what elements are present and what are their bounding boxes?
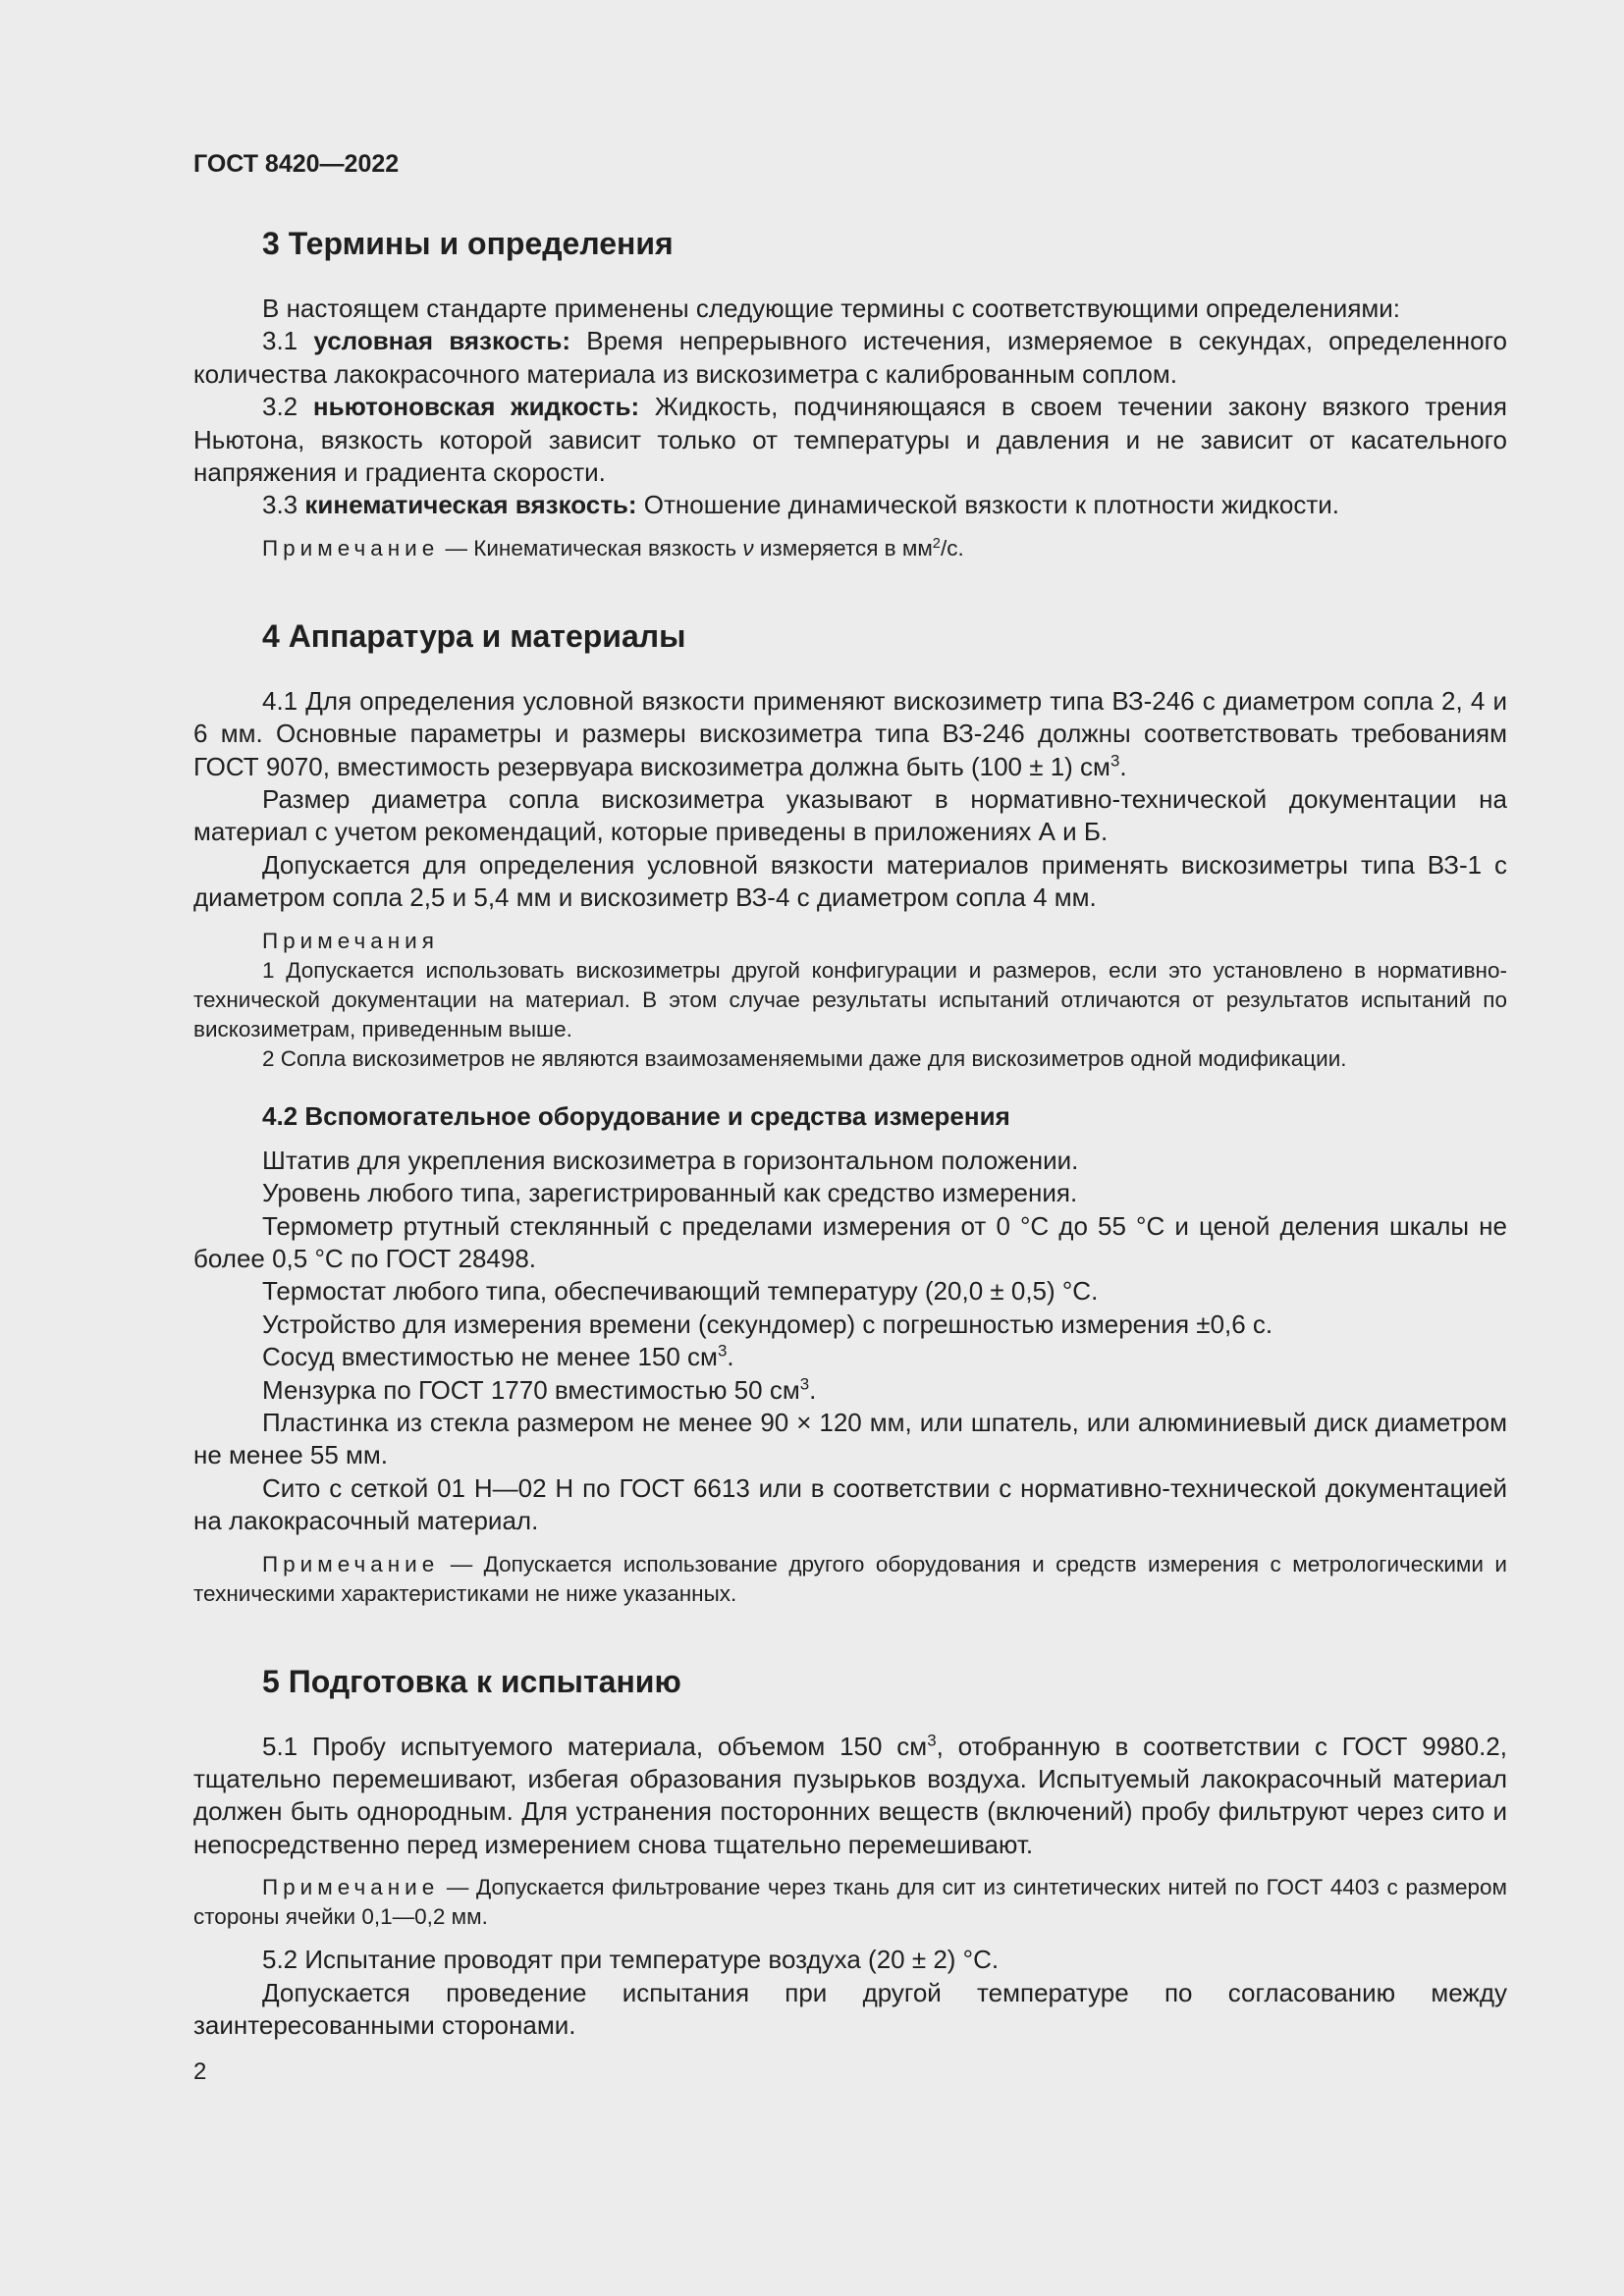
note-text: — Допускается фильтрование через ткань для сит из синтетических нитей по ГОСТ 4403 с размером стороны ячейки 0,1—0,2 мм. xyxy=(193,1875,1507,1930)
term-3-1-term: условная вязкость: xyxy=(313,326,571,356)
para-5-2: 5.2 Испытание проводят при температуре воздуха (20 ± 2) °С. xyxy=(262,1945,1000,1975)
term-3-3 xyxy=(193,489,1507,521)
note-label: Примечание xyxy=(262,535,440,561)
section-3-note xyxy=(193,534,1507,563)
equip-item-8: Пластинка из стекла размером не менее 90 × 120 мм, или шпатель, или алюминиевый диск диаметром не менее 55 мм. xyxy=(193,1407,1507,1470)
section-3-intro: В настоящем стандарте применены следующие термины с соответствующими определениями: xyxy=(262,294,1401,323)
equip-item-3: Термометр ртутный стеклянный с пределами измерения от 0 °С до 55 °С и ценой деления шкалы не более 0,5 °С по ГОСТ 28498. xyxy=(193,1210,1507,1273)
document-id-header: ГОСТ 8420—2022 xyxy=(193,150,400,178)
equip-item-6-text: Сосуд вместимостью не менее 150 см xyxy=(262,1342,718,1372)
term-3-1-def: Время непрерывного истечения, измеряемое в секундах, определенного количества лакокрасочного материала из вискозиметра с калиброванным соплом. xyxy=(193,326,1507,389)
para-5-1-text: , отобранную в соответствии с ГОСТ 9980.2, тщательно перемешивают, избегая образования пузырьков воздуха. Испытуемый лакокрасочный материал должен быть однородным. Для устранения посторонних веществ (включений) пробу фильтруют через сито и непосредственно перед измерением снова тщательно перемешивают. xyxy=(193,1731,1507,1859)
para-4-1 xyxy=(193,685,1507,783)
note-label: Примечание xyxy=(262,1875,440,1900)
superscript: 3 xyxy=(717,1341,728,1361)
page-content xyxy=(193,147,1507,2087)
term-3-1 xyxy=(193,325,1507,391)
section-5-title: 5 Подготовка к испытанию xyxy=(262,1663,681,1699)
para-5-2-b: Допускается проведение испытания при другой температуре по согласованию между заинтересованными сторонами. xyxy=(193,1977,1507,2040)
term-3-2-term: ньютоновская жидкость: xyxy=(312,392,640,422)
term-3-3-term: кинематическая вязкость: xyxy=(304,490,637,520)
equip-item-5: Устройство для измерения времени (секундомер) с погрешностью измерения ±0,6 с. xyxy=(262,1308,1273,1339)
section-3-title: 3 Термины и определения xyxy=(262,226,674,261)
term-3-2 xyxy=(193,391,1507,489)
term-3-1-num: 3.1 xyxy=(262,326,314,356)
note-text: измеряется в мм xyxy=(753,535,933,561)
note-text: /с. xyxy=(940,535,964,561)
para-4-1-c: Допускается для определения условной вязкости материалов применять вискозиметры типа ВЗ-1 с диаметром сопла 2,5 и 5,4 мм и вискозиметр ВЗ-4 с диаметром сопла 4 мм. xyxy=(193,849,1507,913)
para-5-1 xyxy=(193,1731,1507,1862)
term-3-2-num: 3.2 xyxy=(262,392,313,422)
note-text: — Кинематическая вязкость xyxy=(439,535,743,561)
para-end: . xyxy=(809,1374,817,1405)
equip-item-1: Штатив для укрепления вискозиметра в горизонтальном положении. xyxy=(262,1145,1079,1175)
equip-item-9: Сито с сеткой 01 Н—02 Н по ГОСТ 6613 или в соответствии с нормативно-технической документацией на лакокрасочный материал. xyxy=(193,1472,1507,1536)
section-4-2-note xyxy=(193,1550,1507,1609)
equip-item-2: Уровень любого типа, зарегистрированный как средство измерения. xyxy=(262,1178,1078,1208)
section-4-note-1: 1 Допускается использовать вискозиметры другой конфигурации и размеров, если это установлено в нормативно-технической документации на материал. В этом случае результаты испытаний отличаются от результатов испытаний по вискозиметрам, приведенным выше. xyxy=(193,957,1507,1041)
equip-item-7-text: Мензурка по ГОСТ 1770 вместимостью 50 см xyxy=(262,1374,800,1405)
section-4-note-2: 2 Сопла вискозиметров не являются взаимозаменяемыми даже для вискозиметров одной модификации. xyxy=(262,1045,1347,1071)
para-5-1-text: 5.1 Пробу испытуемого материала, объемом 150 см xyxy=(262,1731,928,1761)
superscript: 3 xyxy=(927,1731,937,1750)
subsection-4-2-title: 4.2 Вспомогательное оборудование и средства измерения xyxy=(262,1100,1010,1131)
note-label: Примечание xyxy=(262,1551,440,1576)
equip-item-7 xyxy=(193,1374,1507,1407)
notes-label-text: Примечания xyxy=(262,928,439,953)
para-4-1-text: 4.1 Для определения условной вязкости применяют вискозиметр типа ВЗ-246 с диаметром сопла 2, 4 и 6 мм. Основные параметры и размеры вискозиметра типа ВЗ-246 должны соответствовать требованиям ГОСТ 9070, вместимость резервуара вискозиметра должна быть (100 ± 1) см xyxy=(193,685,1507,781)
superscript: 3 xyxy=(1110,751,1120,771)
term-3-3-num: 3.3 xyxy=(262,490,305,520)
term-3-2-def: Жидкость, подчиняющаяся в своем течении закону вязкого трения Ньютона, вязкость которой зависит только от температуры и давления и не зависит от касательного напряжения и градиента скорости. xyxy=(193,392,1507,488)
section-4-notes-label xyxy=(193,927,1507,956)
section-5-note xyxy=(193,1873,1507,1932)
superscript: 2 xyxy=(932,535,941,552)
nu-symbol: ν xyxy=(742,535,754,561)
equip-item-6 xyxy=(193,1341,1507,1373)
section-4-title: 4 Аппаратура и материалы xyxy=(262,617,686,654)
term-3-3-def: Отношение динамической вязкости к плотности жидкости. xyxy=(636,490,1340,520)
para-end: . xyxy=(727,1342,734,1372)
note-text: — Допускается использование другого оборудования и средств измерения с метрологическими и техническими характеристиками не ниже указанных. xyxy=(193,1551,1507,1606)
superscript: 3 xyxy=(799,1374,810,1394)
page-number: 2 xyxy=(193,2058,207,2086)
para-4-1-b: Размер диаметра сопла вискозиметра указывают в нормативно-технической документации на материал с учетом рекомендаций, которые приведены в приложениях А и Б. xyxy=(193,784,1507,847)
para-end: . xyxy=(1119,751,1127,781)
equip-item-4: Термостат любого типа, обеспечивающий температуру (20,0 ± 0,5) °С. xyxy=(262,1276,1099,1307)
